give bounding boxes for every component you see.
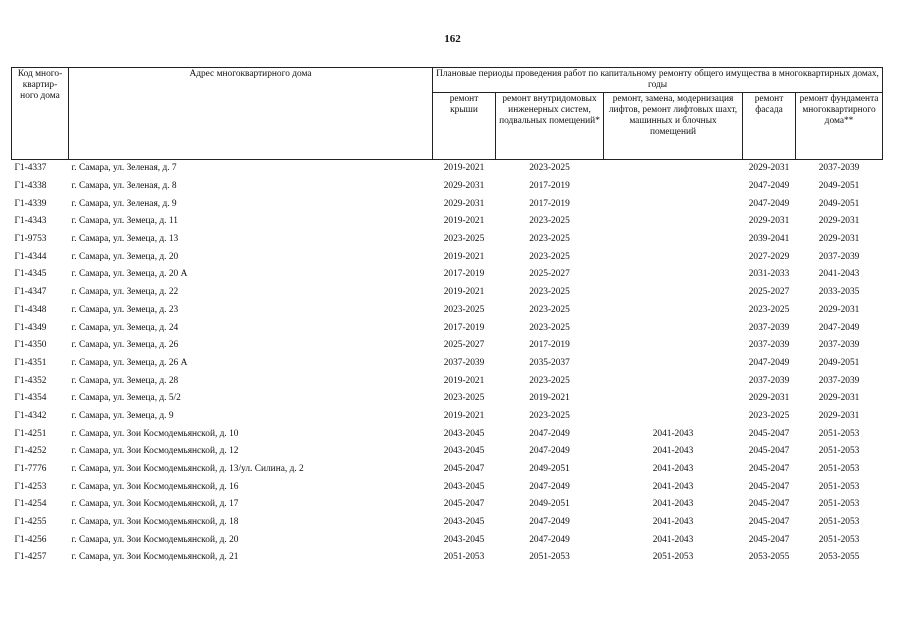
cell-roof: 2043-2045 [443,534,485,545]
cell-roof: 2019-2021 [443,375,485,386]
cell-roof: 2023-2025 [443,393,485,404]
cell-engineering: 2049-2051 [529,464,570,475]
cell-code: Г1-4348 [14,304,47,315]
cell-engineering: 2023-2025 [529,251,570,262]
cell-facade: 2029-2031 [748,393,790,404]
table-row [12,319,883,337]
cell-elevators: 2041-2043 [652,517,694,528]
cell-foundation: 2051-2053 [818,428,860,439]
cell-elevators: 2041-2043 [652,534,694,545]
page-number: 162 [444,33,461,45]
table-row [12,372,883,390]
cell-code: Г1-4338 [14,181,47,192]
cell-foundation: 2033-2035 [818,287,860,298]
cell-roof: 2019-2021 [443,251,485,262]
cell-roof: 2025-2027 [443,340,485,351]
cell-elevators [604,248,743,266]
cell-facade: 2045-2047 [748,428,790,439]
cell-facade: 2029-2031 [748,216,790,227]
cell-foundation: 2029-2031 [818,393,860,404]
cell-elevators [604,178,743,196]
cell-elevators: 2041-2043 [652,428,694,439]
cell-roof: 2045-2047 [443,464,485,475]
table-body [12,160,883,567]
cell-roof: 2043-2045 [443,481,485,492]
cell-roof: 2043-2045 [443,428,485,439]
table-row [12,302,883,320]
cell-roof: 2017-2019 [443,322,485,333]
cell-foundation: 2037-2039 [818,251,860,262]
cell-elevators [604,213,743,231]
cell-code: Г1-4252 [14,446,47,457]
cell-elevators: 2051-2053 [652,552,694,563]
cell-elevators [604,284,743,302]
cell-foundation: 2047-2049 [818,322,860,333]
cell-facade: 2047-2049 [748,357,790,368]
cell-foundation: 2049-2051 [818,181,860,192]
cell-elevators [604,408,743,426]
cell-engineering: 2023-2025 [529,234,570,245]
cell-code: Г1-4352 [14,375,47,386]
cell-foundation: 2041-2043 [818,269,860,280]
table-row [12,355,883,373]
table-row [12,425,883,443]
cell-roof: 2043-2045 [443,446,485,457]
header-elevators: ремонт, замена, модернизация лифтов, ремонт лифтовых шахт, машинных и блочных помещений [604,93,743,160]
cell-facade: 2039-2041 [748,234,790,245]
table-row [12,549,883,567]
cell-address: г. Самара, ул. Земеца, д. 5/2 [71,393,181,404]
table-row [12,195,883,213]
cell-roof: 2029-2031 [443,198,485,209]
cell-foundation: 2053-2055 [818,552,860,563]
cell-facade: 2027-2029 [748,251,790,262]
cell-address: г. Самара, ул. Земеца, д. 26 [71,340,179,351]
cell-facade: 2045-2047 [748,517,790,528]
cell-elevators [604,266,743,284]
cell-code: Г1-4350 [14,340,47,351]
cell-foundation: 2051-2053 [818,534,860,545]
cell-code: Г1-4253 [14,481,47,492]
cell-code: Г1-9753 [14,234,47,245]
cell-roof: 2043-2045 [443,517,485,528]
cell-foundation: 2051-2053 [818,446,860,457]
cell-elevators [604,372,743,390]
cell-elevators [604,390,743,408]
cell-facade: 2025-2027 [748,287,790,298]
cell-elevators [604,337,743,355]
table-row [12,337,883,355]
cell-elevators [604,302,743,320]
header-periods-group: Плановые периоды проведения работ по капитальному ремонту общего имущества в многоквартирных домах, годы [433,68,883,93]
cell-address: г. Самара, ул. Земеца, д. 24 [71,322,179,333]
cell-engineering: 2035-2037 [529,357,570,368]
cell-engineering: 2023-2025 [529,375,570,386]
cell-roof: 2045-2047 [443,499,485,510]
cell-address: г. Самара, ул. Земеца, д. 23 [71,304,179,315]
cell-roof: 2051-2053 [443,552,485,563]
cell-roof: 2019-2021 [443,287,485,298]
cell-address: г. Самара, ул. Зои Космодемьянской, д. 20 [71,534,239,545]
cell-facade: 2053-2055 [748,552,790,563]
cell-foundation: 2051-2053 [818,481,860,492]
cell-foundation: 2051-2053 [818,499,860,510]
cell-elevators: 2041-2043 [652,464,694,475]
table-row [12,284,883,302]
cell-elevators: 2041-2043 [652,499,694,510]
cell-address: г. Самара, ул. Земеца, д. 26 А [71,357,188,368]
cell-facade: 2045-2047 [748,534,790,545]
cell-address: г. Самара, ул. Зои Космодемьянской, д. 17 [71,499,239,510]
cell-code: Г1-7776 [14,464,47,475]
cell-engineering: 2049-2051 [529,499,570,510]
cell-facade: 2045-2047 [748,446,790,457]
cell-engineering: 2047-2049 [529,428,570,439]
cell-address: г. Самара, ул. Зои Космодемьянской, д. 21 [71,552,239,563]
cell-elevators [604,231,743,249]
cell-code: Г1-4345 [14,269,47,280]
cell-foundation: 2029-2031 [818,234,860,245]
cell-elevators [604,195,743,213]
table-row [12,461,883,479]
cell-roof: 2019-2021 [443,163,485,174]
cell-engineering: 2017-2019 [529,198,570,209]
cell-code: Г1-4351 [14,357,47,368]
header-address: Адрес многоквартирного дома [69,68,433,160]
cell-code: Г1-4347 [14,287,47,298]
capital-repair-table [11,67,883,567]
cell-address: г. Самара, ул. Зои Космодемьянской, д. 12 [71,446,239,457]
header-code: Код много-квартир-ного дома [12,68,69,160]
cell-engineering: 2047-2049 [529,534,570,545]
cell-foundation: 2029-2031 [818,410,860,421]
cell-facade: 2047-2049 [748,198,790,209]
cell-address: г. Самара, ул. Земеца, д. 13 [71,234,179,245]
cell-engineering: 2025-2027 [529,269,570,280]
cell-code: Г1-4256 [14,534,47,545]
cell-address: г. Самара, ул. Земеца, д. 20 [71,251,179,262]
table-row [12,248,883,266]
table-row [12,178,883,196]
cell-facade: 2023-2025 [748,410,790,421]
cell-facade: 2037-2039 [748,340,790,351]
cell-code: Г1-4254 [14,499,47,510]
cell-facade: 2023-2025 [748,304,790,315]
table-row [12,213,883,231]
cell-elevators [604,319,743,337]
cell-foundation: 2037-2039 [818,340,860,351]
table-row [12,514,883,532]
cell-engineering: 2047-2049 [529,446,570,457]
cell-facade: 2045-2047 [748,499,790,510]
cell-code: Г1-4257 [14,552,47,563]
cell-roof: 2029-2031 [443,181,485,192]
cell-foundation: 2037-2039 [818,375,860,386]
cell-facade: 2037-2039 [748,322,790,333]
cell-roof: 2017-2019 [443,269,485,280]
cell-code: Г1-4337 [14,163,47,174]
cell-foundation: 2051-2053 [818,517,860,528]
cell-address: г. Самара, ул. Зои Космодемьянской, д. 10 [71,428,239,439]
cell-roof: 2023-2025 [443,234,485,245]
table-row [12,408,883,426]
cell-elevators: 2041-2043 [652,481,694,492]
cell-foundation: 2029-2031 [818,216,860,227]
cell-roof: 2019-2021 [443,410,485,421]
cell-engineering: 2047-2049 [529,481,570,492]
cell-address: г. Самара, ул. Зеленая, д. 9 [71,198,177,209]
cell-code: Г1-4344 [14,251,47,262]
cell-engineering: 2023-2025 [529,216,570,227]
cell-facade: 2031-2033 [748,269,790,280]
cell-code: Г1-4354 [14,393,47,404]
cell-roof: 2023-2025 [443,304,485,315]
cell-foundation: 2037-2039 [818,163,860,174]
cell-address: г. Самара, ул. Земеца, д. 22 [71,287,179,298]
cell-address: г. Самара, ул. Зои Космодемьянской, д. 16 [71,481,239,492]
cell-engineering: 2017-2019 [529,340,570,351]
cell-facade: 2047-2049 [748,181,790,192]
table-row [12,496,883,514]
cell-foundation: 2051-2053 [818,464,860,475]
table-row [12,231,883,249]
header-engineering: ремонт внутридомовых инженерных систем, подвальных помещений* [496,93,604,160]
table-row [12,443,883,461]
header-roof: ремонт крыши [433,93,496,160]
cell-foundation: 2049-2051 [818,357,860,368]
header-facade: ремонт фасада [743,93,796,160]
cell-address: г. Самара, ул. Зои Космодемьянской, д. 18 [71,517,239,528]
cell-foundation: 2029-2031 [818,304,860,315]
cell-engineering: 2047-2049 [529,517,570,528]
cell-foundation: 2049-2051 [818,198,860,209]
table-row [12,531,883,549]
cell-address: г. Самара, ул. Земеца, д. 9 [71,410,174,421]
cell-facade: 2045-2047 [748,464,790,475]
cell-engineering: 2023-2025 [529,322,570,333]
cell-engineering: 2023-2025 [529,287,570,298]
cell-engineering: 2019-2021 [529,393,570,404]
cell-engineering: 2023-2025 [529,410,570,421]
cell-elevators [604,160,743,178]
cell-address: г. Самара, ул. Зеленая, д. 8 [71,181,177,192]
table-row [12,266,883,284]
cell-address: г. Самара, ул. Земеца, д. 20 А [71,269,188,280]
cell-address: г. Самара, ул. Земеца, д. 11 [71,216,178,227]
cell-address: г. Самара, ул. Зеленая, д. 7 [71,163,177,174]
cell-engineering: 2017-2019 [529,181,570,192]
table-row [12,390,883,408]
cell-code: Г1-4255 [14,517,47,528]
cell-code: Г1-4349 [14,322,47,333]
cell-engineering: 2023-2025 [529,163,570,174]
cell-code: Г1-4343 [14,216,47,227]
cell-code: Г1-4342 [14,410,47,421]
cell-address: г. Самара, ул. Зои Космодемьянской, д. 13/ул. Силина, д. 2 [71,464,304,475]
cell-roof: 2019-2021 [443,216,485,227]
table-row [12,478,883,496]
cell-roof: 2037-2039 [443,357,485,368]
table-row [12,160,883,178]
cell-code: Г1-4251 [14,428,47,439]
cell-code: Г1-4339 [14,198,47,209]
cell-elevators: 2041-2043 [652,446,694,457]
cell-engineering: 2023-2025 [529,304,570,315]
cell-engineering: 2051-2053 [529,552,570,563]
header-foundation: ремонт фундамента многоквартирного дома** [796,93,883,160]
cell-facade: 2037-2039 [748,375,790,386]
cell-address: г. Самара, ул. Земеца, д. 28 [71,375,179,386]
cell-elevators [604,355,743,373]
cell-facade: 2029-2031 [748,163,790,174]
cell-facade: 2045-2047 [748,481,790,492]
